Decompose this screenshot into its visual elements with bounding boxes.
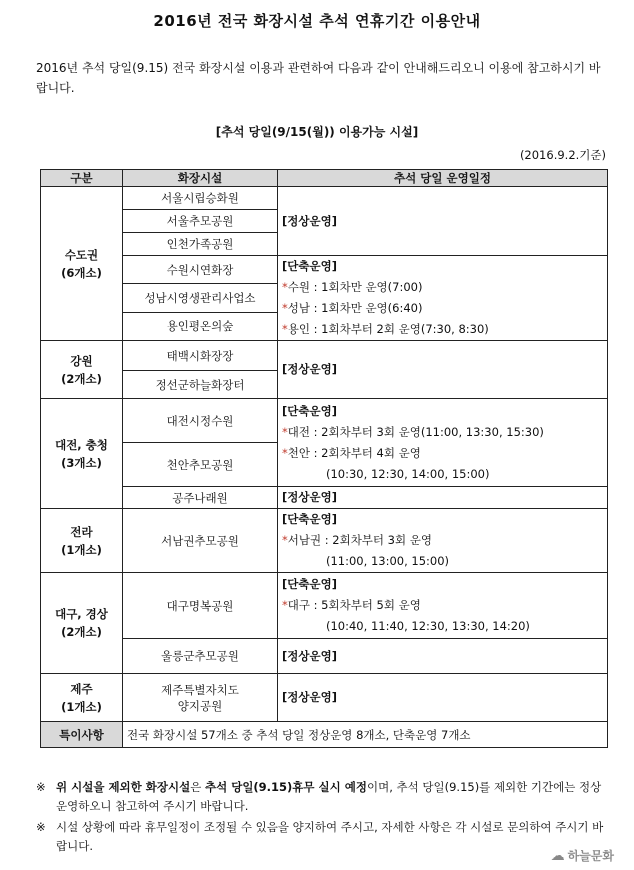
region-count: (1개소) [61,699,102,714]
facility-name: 정선군하늘화장터 [123,371,278,399]
header-region: 구분 [41,170,123,187]
note-mark: ※ [36,820,46,834]
schedule-line [282,530,603,551]
note-bold: 추석 당일(9.15)휴무 실시 예정 [204,780,367,794]
short-label: [단축운영] [282,403,337,418]
schedule-line [282,298,603,319]
logo [551,847,614,864]
facility-name: 울릉군추모공원 [123,639,278,674]
schedule-short [278,399,608,487]
facility-name: 인천가족공원 [123,233,278,256]
region-count: (2개소) [61,371,102,386]
cloud-icon: ☁ [550,847,565,864]
star-mark: * [282,445,288,460]
header-schedule: 추석 당일 운영일정 [278,170,608,187]
table-row [41,256,608,284]
schedule-short [278,256,608,341]
facility-name: 태백시화장장 [123,341,278,371]
schedule-line-text: 서남권 : 2회차부터 3회 운영 [287,533,432,547]
table-row [41,509,608,573]
facility-name: 용인평온의숲 [123,312,278,340]
table-row [41,639,608,674]
schedule-line-text: 수원 : 1회차만 운영(7:00) [287,280,423,294]
short-label: [단축운영] [282,577,337,591]
note-item [36,818,610,856]
facility-name-line: 제주특별자치도 [161,682,239,697]
header-facility: 화장시설 [123,170,278,187]
star-mark: * [282,598,288,612]
schedule-line-text: 성남 : 1회차만 운영(6:40) [287,301,423,315]
facility-name: 천안추모공원 [123,443,278,487]
schedule-normal: [정상운영] [278,487,608,509]
star-mark: * [282,424,288,439]
reference-date: (2016.9.2.기준) [519,148,606,162]
region-cell [41,187,123,341]
schedule-short [278,509,608,573]
star-mark: * [282,301,288,315]
region-count: (3개소) [61,455,102,470]
page-title: 2016년 전국 화장시설 추석 연휴기간 이용안내 [153,12,481,30]
region-count: (2개소) [61,625,102,639]
region-cell [41,399,123,509]
schedule-normal: [정상운영] [278,187,608,256]
short-label: [단축운영] [282,259,337,273]
table-row [41,573,608,639]
star-mark: * [282,322,288,336]
special-value: 전국 화장시설 57개소 중 추석 당일 정상운영 8개소, 단축운영 7개소 [123,722,608,748]
special-row [41,722,608,748]
region-name: 수도권 [64,247,99,262]
schedule-normal: [정상운영] [278,674,608,722]
schedule-line: (10:30, 12:30, 14:00, 15:00) [326,466,490,481]
schedule-line-text: 대전 : 2회차부터 3회 운영(11:00, 13:30, 15:30) [287,424,544,439]
note-item [36,778,610,816]
table-row [41,399,608,443]
notes-section [36,778,610,858]
schedule-normal: [정상운영] [278,341,608,399]
schedule-normal: [정상운영] [278,639,608,674]
star-mark: * [282,280,288,294]
region-count: (6개소) [61,265,102,280]
short-label: [단축운영] [282,512,337,526]
schedule-line [282,595,603,616]
schedule-line-text: 천안 : 2회차부터 4회 운영 [287,445,421,460]
region-cell [41,509,123,573]
region-name: 제주 [70,681,93,696]
facility-name: 서울시립승화원 [123,187,278,210]
table-row [41,487,608,509]
facility-name: 서남권추모공원 [123,509,278,573]
schedule-line [282,277,603,298]
facility-name: 서울추모공원 [123,210,278,233]
facility-name-line: 양지공원 [177,698,223,713]
schedule-line: (10:40, 11:40, 12:30, 13:30, 14:20) [326,619,530,633]
schedule-line [282,422,603,443]
schedule-short [278,573,608,639]
facility-name: 수원시연화장 [123,256,278,284]
region-name: 대구, 경상 [55,607,108,621]
table-row [41,341,608,371]
note-mark: ※ [36,780,46,794]
special-label: 특이사항 [41,722,123,748]
note-text: 이며, 추석 당일(9.15)를 제외한 기간에는 정상 운영하오니 참고하여 주시기 바랍니다. [56,780,602,813]
table-row [41,187,608,210]
facility-table [40,169,608,748]
note-text: 시설 상황에 따라 휴무일정이 조정될 수 있음을 양지하여 주시고, 자세한 사항은 각 시설로 문의하여 주시기 바랍니다. [56,820,604,853]
region-count: (1개소) [61,542,102,557]
schedule-line [282,319,603,340]
table-subtitle: [추석 당일(9/15(월)) 이용가능 시설] [215,125,419,139]
facility-name: 대구명복공원 [123,573,278,639]
logo-text: 하늘문화 [567,849,614,863]
region-name: 대전, 충청 [55,437,108,452]
schedule-line-text: 대구 : 5회차부터 5회 운영 [287,598,421,612]
schedule-line [282,443,603,464]
region-name: 강원 [70,353,93,368]
note-bold: 위 시설을 제외한 화장시설 [56,780,191,794]
facility-name: 대전시정수원 [123,399,278,443]
star-mark: * [282,533,288,547]
region-cell [41,573,123,674]
region-cell [41,674,123,722]
table-header-row [41,170,608,187]
intro-text: 2016년 추석 당일(9.15) 전국 화장시설 이용과 관련하여 다음과 같이 안내해드리오니 이용에 참고하시기 바랍니다. [36,61,601,95]
facility-name: 공주나래원 [123,487,278,509]
facility-name [123,674,278,722]
schedule-line: (11:00, 13:00, 15:00) [326,554,450,568]
facility-name: 성남시영생관리사업소 [123,284,278,312]
schedule-line-text: 용인 : 1회차부터 2회 운영(7:30, 8:30) [287,322,489,336]
region-cell [41,341,123,399]
region-name: 전라 [70,524,93,539]
table-row [41,674,608,722]
note-text: 은 [190,780,205,794]
